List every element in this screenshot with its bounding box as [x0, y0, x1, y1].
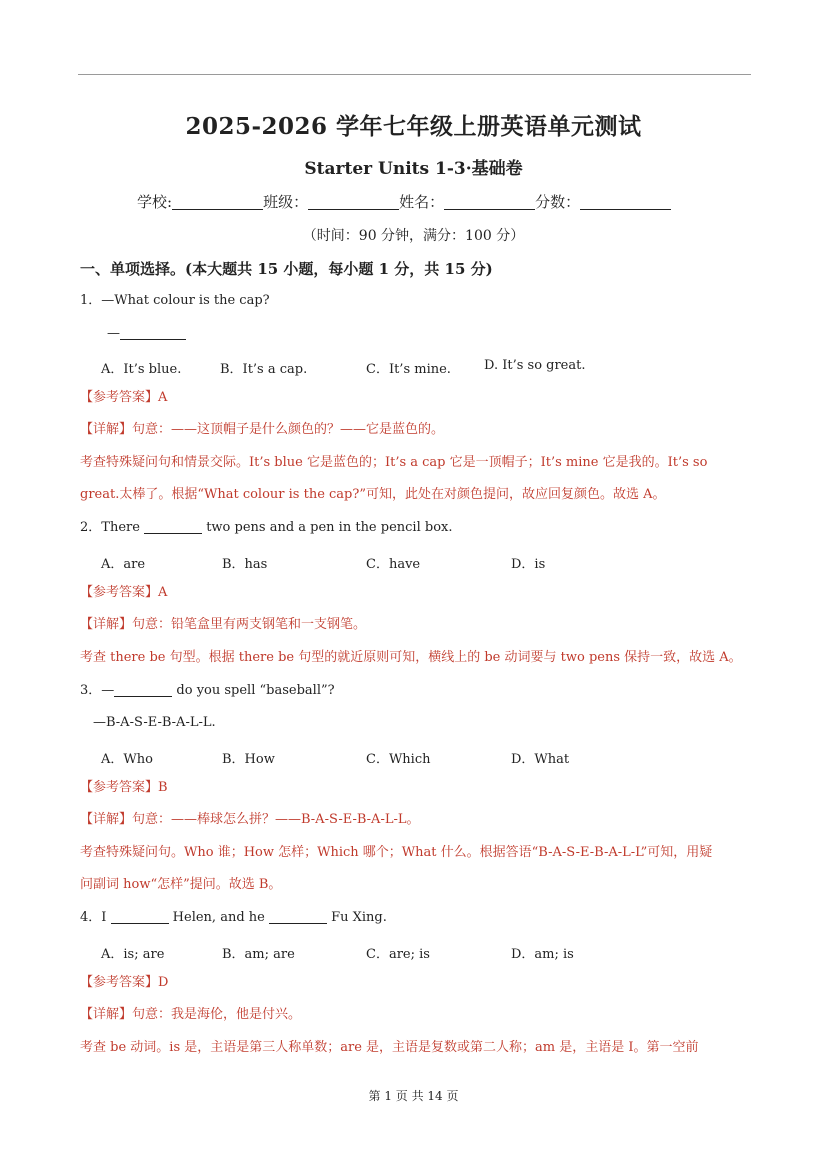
- question-3-option-d: D．What: [511, 752, 570, 767]
- question-1-explain-1: 考查特殊疑问句和情景交际。It’s blue 它是蓝色的；It’s a cap 它是一顶帽子；It’s mine 它是我的。It’s so: [80, 455, 708, 470]
- question-4-answer: 【参考答案】D: [80, 975, 169, 990]
- question-4-option-b: B．am; are: [222, 947, 295, 962]
- question-1-option-a: A．It’s blue.: [101, 362, 182, 377]
- school-blank: [172, 193, 263, 210]
- question-3-blank: [114, 682, 172, 697]
- question-1-detail: 【详解】句意：——这顶帽子是什么颜色的？——它是蓝色的。: [80, 422, 445, 437]
- exam-time: （时间：90 分钟，满分：100 分）: [302, 228, 525, 244]
- question-1-option-d: D. It’s so great.: [484, 358, 586, 373]
- class-blank: [308, 193, 399, 210]
- question-4-explain-1: 考查 be 动词。is 是，主语是第三人称单数；are 是，主语是复数或第二人称；am 是，主语是 I。第一空前: [80, 1040, 699, 1055]
- question-4-option-a: A．is; are: [101, 947, 165, 962]
- question-1-response: —: [107, 325, 186, 343]
- page-subtitle: Starter Units 1-3·基础卷: [304, 159, 523, 179]
- question-3-stem: 3．— do you spell “baseball”?: [80, 683, 335, 698]
- student-info-line: [137, 191, 671, 212]
- question-2-explain-1: 考查 there be 句型。根据 there be 句型的就近原则可知，横线上的 be 动词要与 two pens 保持一致，故选 A。: [80, 650, 742, 665]
- score-label: 分数：: [535, 193, 581, 211]
- question-3-option-c: C．Which: [366, 752, 431, 767]
- question-2-blank: [144, 519, 202, 534]
- question-1-option-b: B．It’s a cap.: [220, 362, 308, 377]
- question-4-blank-1: [111, 909, 169, 924]
- question-3-answer: 【参考答案】B: [80, 780, 168, 795]
- question-3-explain-1: 考查特殊疑问句。Who 谁；How 怎样；Which 哪个；What 什么。根据答语“B-A-S-E-B-A-L-L”可知，用疑: [80, 845, 713, 860]
- question-4-stem: 4．I Helen, and he Fu Xing.: [80, 910, 387, 925]
- question-3-explain-2: 问副词 how“怎样”提问。故选 B。: [80, 877, 282, 892]
- question-2-option-d: D．is: [511, 557, 546, 572]
- question-4-blank-2: [269, 909, 327, 924]
- question-3-option-b: B．How: [222, 752, 275, 767]
- question-4-detail: 【详解】句意：我是海伦，他是付兴。: [80, 1007, 302, 1022]
- question-2-option-c: C．have: [366, 557, 421, 572]
- question-3-option-a: A．Who: [101, 752, 153, 767]
- question-1-explain-2: great.太棒了。根据“What colour is the cap?”可知，此处在对颜色提问，故应回复颜色。故选 A。: [80, 487, 666, 502]
- question-4-option-d: D．am; is: [511, 947, 574, 962]
- question-2-answer: 【参考答案】A: [80, 585, 168, 600]
- question-3-detail: 【详解】句意：——棒球怎么拼？——B-A-S-E-B-A-L-L。: [80, 812, 420, 827]
- question-1-answer: 【参考答案】A: [80, 390, 168, 405]
- question-1-stem: 1．—What colour is the cap?: [80, 293, 270, 308]
- question-2-option-a: A．are: [101, 557, 146, 572]
- class-label: 班级：: [263, 193, 309, 211]
- page-number: 第 1 页 共 14 页: [368, 1089, 459, 1103]
- question-2-option-b: B．has: [222, 557, 268, 572]
- page-title: 2025-2026 学年七年级上册英语单元测试: [185, 113, 642, 140]
- name-label: 姓名：: [399, 193, 445, 211]
- question-4-option-c: C．are; is: [366, 947, 430, 962]
- name-blank: [444, 193, 535, 210]
- question-2-stem: 2．There two pens and a pen in the pencil box.: [80, 520, 453, 535]
- question-1-blank: [120, 325, 186, 340]
- header-rule: [78, 74, 751, 75]
- question-3-response: —B-A-S-E-B-A-L-L.: [93, 715, 216, 730]
- school-label: 学校:: [137, 193, 173, 211]
- question-2-detail: 【详解】句意：铅笔盒里有两支钢笔和一支钢笔。: [80, 617, 367, 632]
- question-1-option-c: C．It’s mine.: [366, 362, 451, 377]
- score-blank: [580, 193, 671, 210]
- section-title: 一、单项选择。(本大题共 15 小题，每小题 1 分，共 15 分): [80, 260, 493, 278]
